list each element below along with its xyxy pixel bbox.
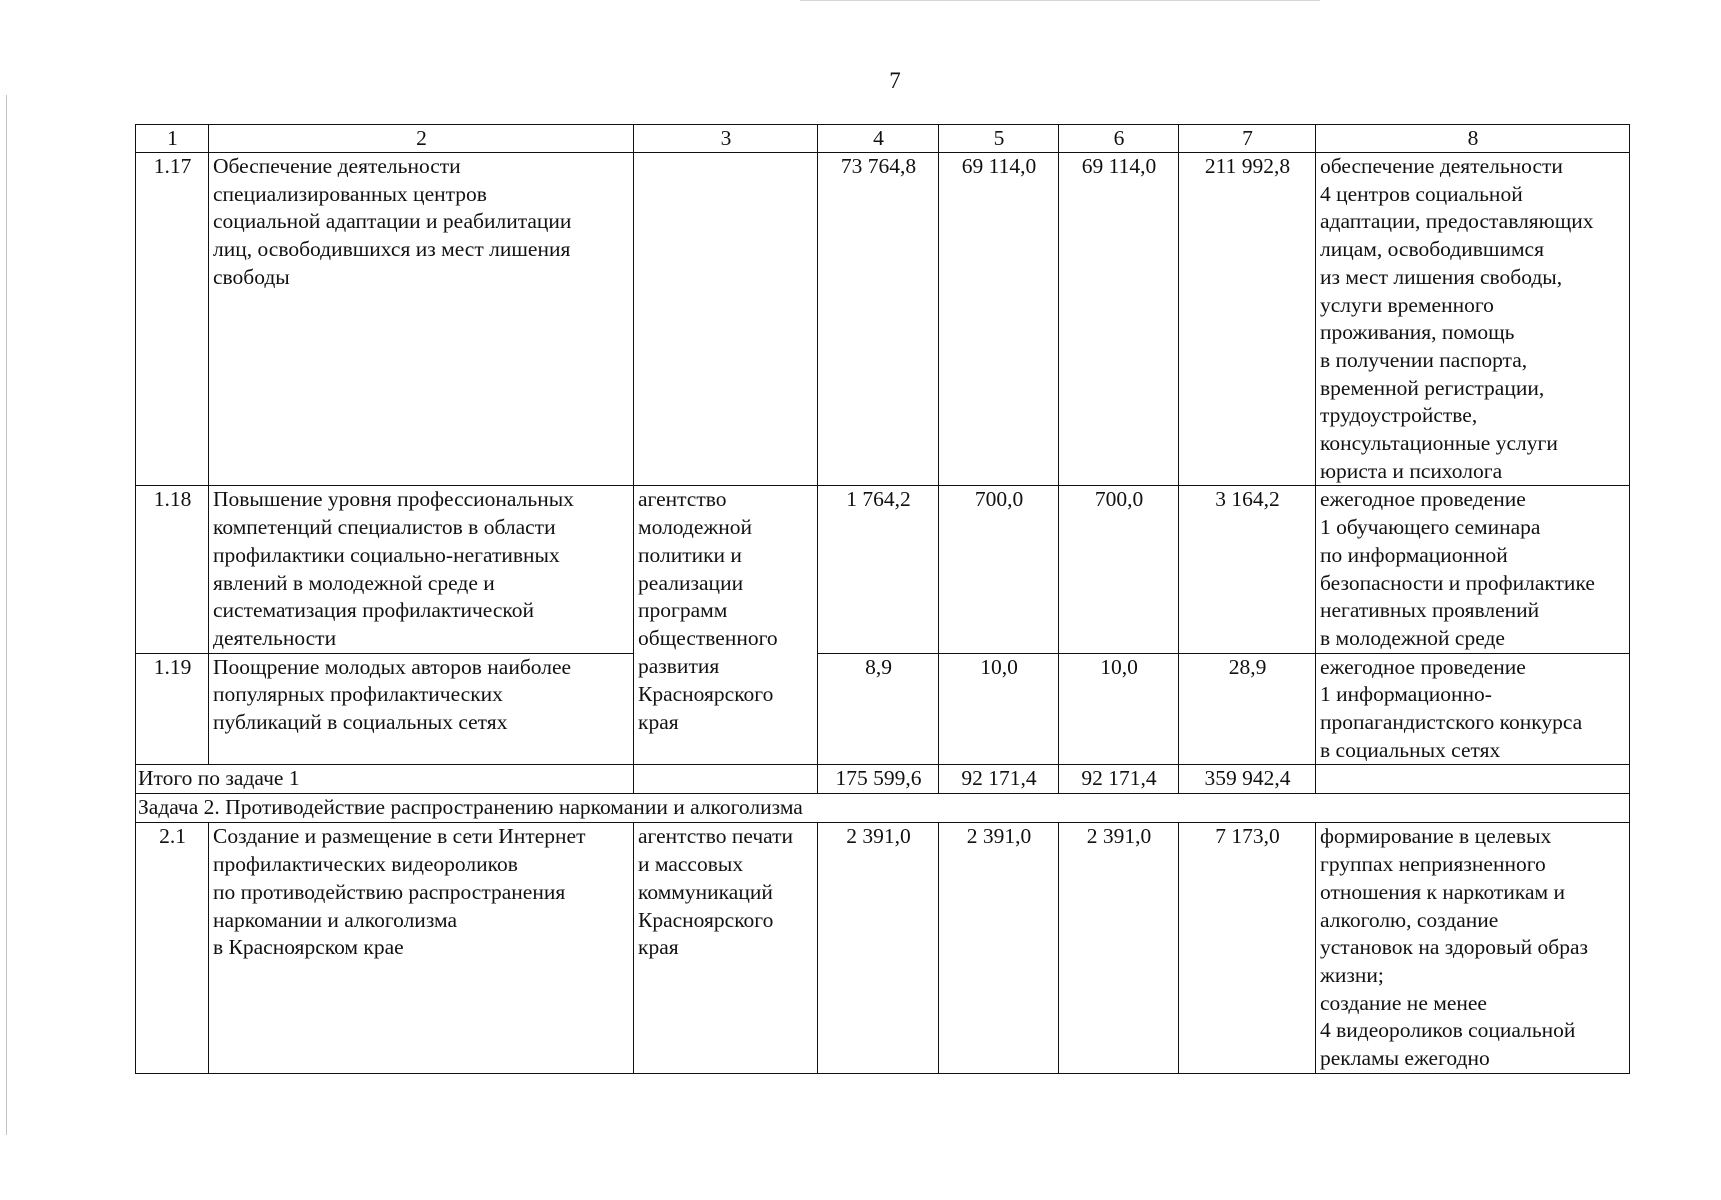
expected-result: формирование в целевых группах неприязненного отношения к наркотикам и алкоголю, создание установок на здоровый образ жизни; создание не менее 4 видеороликов социальной рекламы ежегодно	[1316, 823, 1630, 1074]
task-heading-row	[136, 794, 1630, 823]
executor	[634, 153, 818, 486]
executor: агентство печати и массовых коммуникаций Красноярского края	[634, 823, 818, 1074]
scan-edge-top	[800, 0, 1320, 1]
row-number: 2.1	[136, 823, 209, 1074]
value-col5: 700,0	[939, 486, 1059, 653]
header-cell: 5	[939, 125, 1059, 153]
value-col5: 2 391,0	[939, 823, 1059, 1074]
total-col4: 175 599,6	[818, 765, 939, 794]
total-row	[136, 765, 1630, 794]
row-number: 1.19	[136, 653, 209, 765]
header-cell: 3	[634, 125, 818, 153]
program-measures-table	[135, 124, 1630, 1074]
header-cell: 4	[818, 125, 939, 153]
total-label: Итого по задаче 1	[136, 765, 634, 794]
expected-result: ежегодное проведение 1 информационно- пропагандистского конкурса в социальных сетях	[1316, 653, 1630, 765]
value-col7: 211 992,8	[1179, 153, 1316, 486]
value-col6: 700,0	[1059, 486, 1179, 653]
value-col6: 69 114,0	[1059, 153, 1179, 486]
measure-name: Поощрение молодых авторов наиболее популярных профилактических публикаций в социальных сетях	[209, 653, 634, 765]
total-col6: 92 171,4	[1059, 765, 1179, 794]
total-result-empty	[1316, 765, 1630, 794]
measure-name: Повышение уровня профессиональных компетенций специалистов в области профилактики социально-негативных явлений в молодежной среде и систематизация профилактической деятельности	[209, 486, 634, 653]
row-number: 1.18	[136, 486, 209, 653]
header-cell: 2	[209, 125, 634, 153]
executor: агентство молодежной политики и реализации программ общественного	[634, 486, 818, 653]
scan-edge-left	[6, 95, 7, 1135]
expected-result: ежегодное проведение 1 обучающего семинара по информационной безопасности и профилактике негативных проявлений в молодежной среде	[1316, 486, 1630, 653]
measure-name: Создание и размещение в сети Интернет профилактических видеороликов по противодействию распространения наркомании и алкоголизма в Красноярском крае	[209, 823, 634, 1074]
header-cell: 1	[136, 125, 209, 153]
value-col4: 1 764,2	[818, 486, 939, 653]
header-cell: 6	[1059, 125, 1179, 153]
total-col7: 359 942,4	[1179, 765, 1316, 794]
table-row	[136, 823, 1630, 1074]
page-number: 7	[889, 68, 901, 93]
value-col6: 10,0	[1059, 653, 1179, 765]
table-row	[136, 653, 1630, 765]
table-header-row	[136, 125, 1630, 153]
value-col7: 28,9	[1179, 653, 1316, 765]
task2-heading: Задача 2. Противодействие распространению наркомании и алкоголизма	[136, 794, 1630, 823]
header-cell: 8	[1316, 125, 1630, 153]
value-col5: 69 114,0	[939, 153, 1059, 486]
value-col4: 73 764,8	[818, 153, 939, 486]
table-row	[136, 486, 1630, 653]
value-col6: 2 391,0	[1059, 823, 1179, 1074]
expected-result: обеспечение деятельности 4 центров социальной адаптации, предоставляющих лицам, освободившимся из мест лишения свободы, услуги временного проживания, помощь в получении паспорта, временной регистрации, трудоустройстве, консультационные услуги юриста и психолога	[1316, 153, 1630, 486]
value-col7: 7 173,0	[1179, 823, 1316, 1074]
value-col7: 3 164,2	[1179, 486, 1316, 653]
measure-name: Обеспечение деятельности специализированных центров социальной адаптации и реабилитации лиц, освободившихся из мест лишения свободы	[209, 153, 634, 486]
value-col4: 8,9	[818, 653, 939, 765]
value-col5: 10,0	[939, 653, 1059, 765]
executor: развития Красноярского края	[634, 653, 818, 765]
total-col5: 92 171,4	[939, 765, 1059, 794]
header-cell: 7	[1179, 125, 1316, 153]
total-executor-empty	[634, 765, 818, 794]
table-row	[136, 153, 1630, 486]
row-number: 1.17	[136, 153, 209, 486]
value-col4: 2 391,0	[818, 823, 939, 1074]
